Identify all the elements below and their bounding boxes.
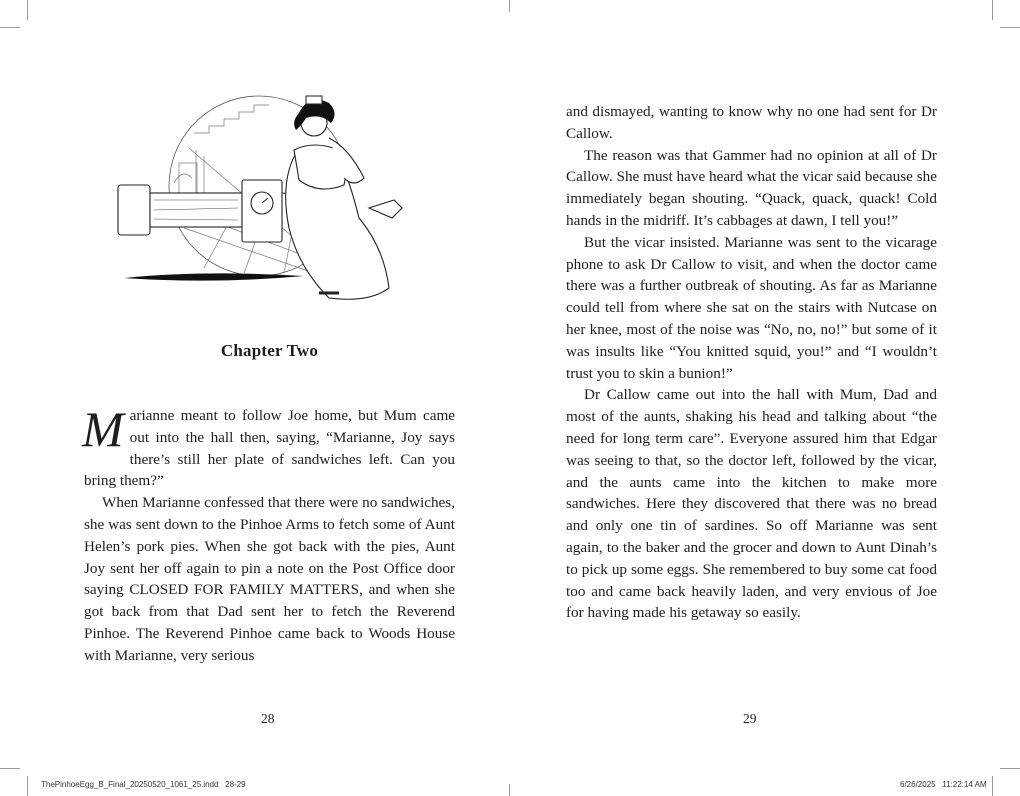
paragraph: The reason was that Gammer had no opinion at all of Dr Callow. She must have heard what the vicar said because she immediately began shouting. “Quack, quack, quack! Cold hands in the midriff. It’s cabbages at dawn, I tell you!”: [566, 146, 937, 229]
drop-cap: M: [82, 401, 124, 457]
paragraph: But the vicar insisted. Marianne was sent to the vicarage phone to ask Dr Callow to visit, and when the doctor came there was a further outbreak of shouting. As far as Marianne could tell from where she sat on the stairs with Nutcase on her knee, most of the noise was “No, no, no!” but some of it was insults like “You knitted squid, you!” and “I wouldn’t trust you to skin a bunion!”: [566, 233, 937, 382]
right-page-body: [566, 101, 937, 624]
opening-paragraph-text: arianne meant to follow Joe home, but Mum came out into the hall then, saying, “Marianne, Joy says there’s still her plate of sandwiches left. Can you bring them?”: [84, 407, 455, 490]
chapter-illustration: [114, 88, 444, 303]
paragraph: When Marianne confessed that there were no sandwiches, she was sent down to the Pinhoe Arms to fetch some of Aunt Helen’s pork pies. When she got back with the pies, Aunt Joy sent her off again to pin a note on the Post Office door saying CLOSED FOR FAMILY MATTERS, and when she got back from that Dad sent her to fetch the Reverend Pinhoe. The Reverend Pinhoe came back to Woods House with Marianne, very serious: [84, 494, 455, 664]
crop-mark-bottom-left-h: [0, 768, 20, 769]
crop-mark-bottom-right-v: [992, 776, 993, 796]
crop-mark-bottom-left-v: [27, 776, 28, 796]
paragraph: Dr Callow came out into the hall with Mum, Dad and most of the aunts, shaking his head and talking about “the need for long term care”. Everyone assured him that Edgar was seeing to that, so the doctor left, followed by the vicar, and the aunts came into the kitchen to make more sandwiches. Here they discovered that there was no bread and only one tin of sardines. So off Marianne was sent again, to the baker and the grocer and down to Aunt Dinah’s to pick up some eggs. She remembered to buy some cat food too and came back heavily laden, and very envious of Joe for having made his getaway so easily.: [566, 386, 937, 622]
left-page-body: [82, 401, 455, 667]
opening-paragraph: [82, 401, 455, 492]
page-number-right: 29: [743, 711, 757, 726]
crop-mark-bottom-right-h: [1000, 768, 1020, 769]
chapter-title: Chapter Two: [220, 341, 319, 360]
crop-mark-top-right-h: [1000, 27, 1020, 28]
slug-file-name: ThePinhoeEgg_B_Final_20250520_1061_25.indd 28-29: [41, 780, 246, 789]
paragraph-continued: and dismayed, wanting to know why no one had sent for Dr Callow.: [566, 103, 937, 142]
right-page: [566, 0, 937, 760]
crop-mark-top-center: [509, 0, 510, 12]
left-page: [84, 0, 455, 760]
slug-timestamp: 6/26/2025 11:22:14 AM: [900, 780, 987, 789]
crop-mark-top-right-v: [992, 0, 993, 20]
crop-mark-top-left-v: [27, 0, 28, 20]
page-number-left: 28: [261, 711, 275, 726]
crop-mark-bottom-center: [509, 784, 510, 796]
crop-mark-top-left-h: [0, 27, 20, 28]
